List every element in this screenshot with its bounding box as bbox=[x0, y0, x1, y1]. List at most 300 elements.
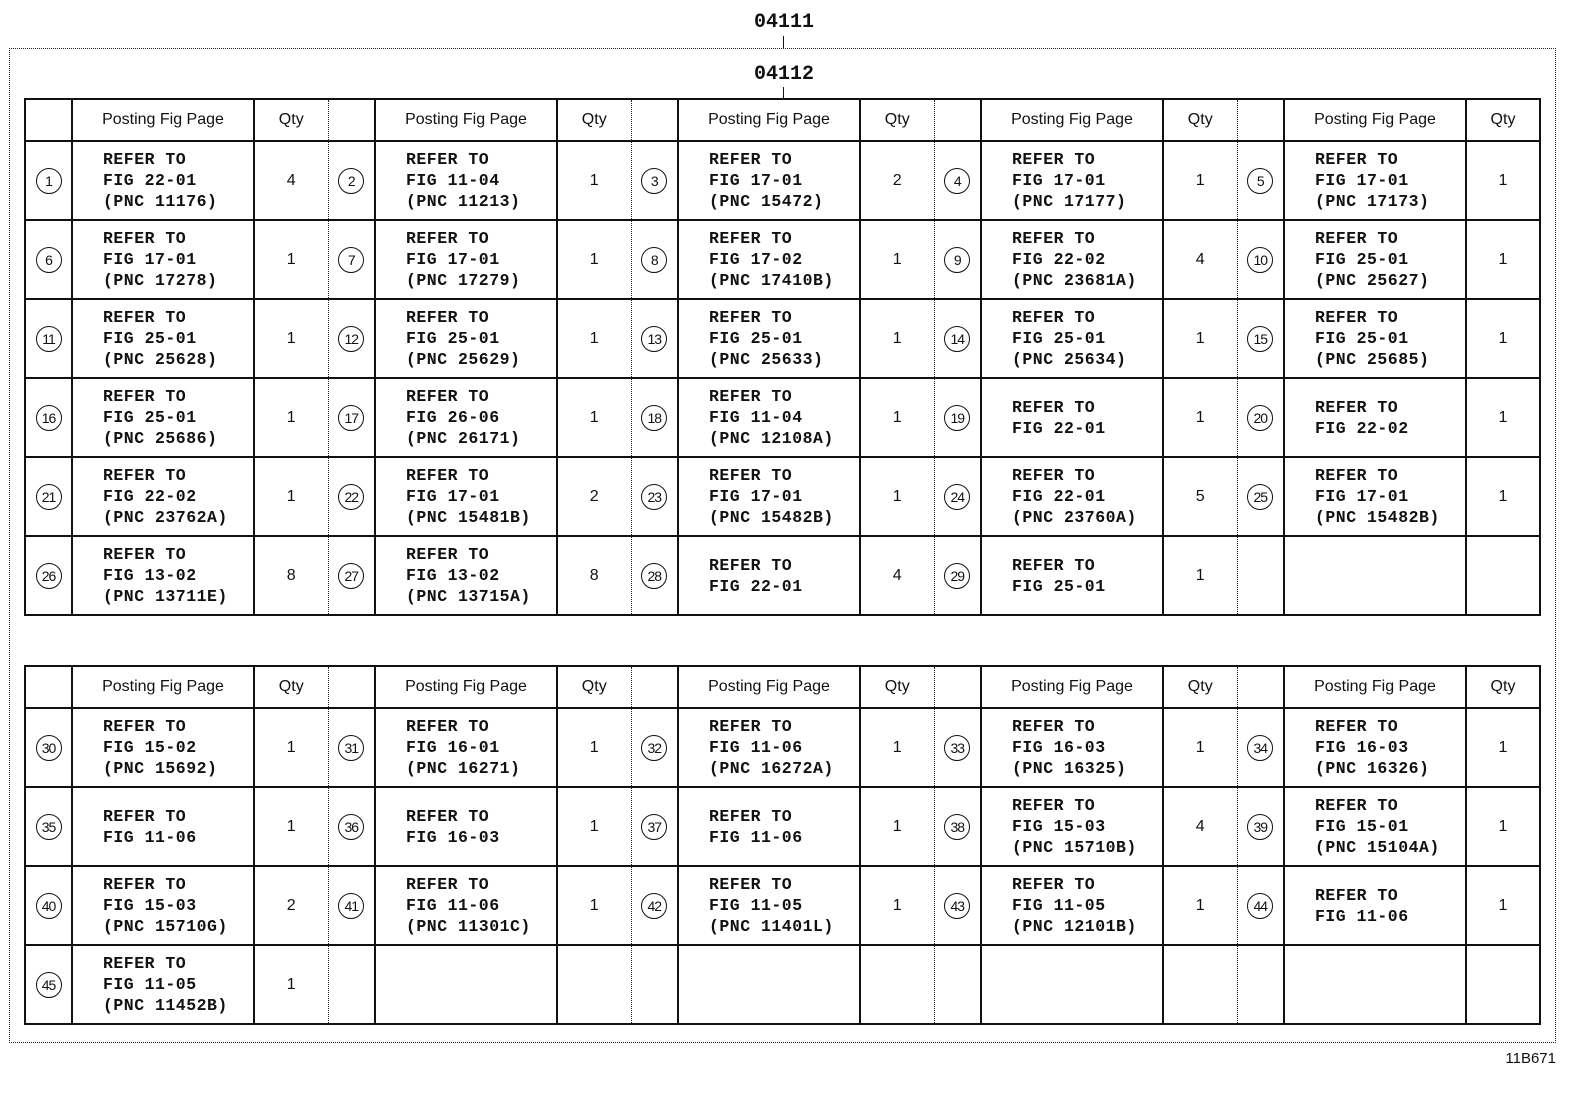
posting-fig: FIG 25-01 bbox=[406, 329, 500, 348]
qty-cell: 1 bbox=[254, 299, 328, 378]
posting-refer: REFER TO bbox=[103, 229, 187, 248]
qty-header: Qty bbox=[1466, 99, 1540, 141]
item-number-badge: 41 bbox=[338, 893, 364, 919]
item-number-cell bbox=[1237, 536, 1284, 615]
posting-pnc: (PNC 11176) bbox=[103, 192, 218, 211]
posting-pnc: (PNC 11452B) bbox=[103, 996, 228, 1015]
posting-cell bbox=[72, 708, 254, 787]
posting-cell bbox=[1284, 457, 1466, 536]
leader-line bbox=[783, 87, 784, 98]
item-number-cell bbox=[1237, 866, 1284, 945]
item-number-badge: 23 bbox=[641, 484, 667, 510]
posting-refer: REFER TO bbox=[709, 717, 793, 736]
posting-fig: FIG 15-03 bbox=[1012, 817, 1106, 836]
posting-fig: FIG 17-01 bbox=[406, 487, 500, 506]
item-number-badge: 27 bbox=[338, 563, 364, 589]
item-number-badge: 8 bbox=[641, 247, 667, 273]
posting-refer: REFER TO bbox=[1315, 466, 1399, 485]
qty-cell: 4 bbox=[1163, 220, 1237, 299]
item-number-badge: 22 bbox=[338, 484, 364, 510]
qty-cell: 1 bbox=[1163, 536, 1237, 615]
parts-table-bottom bbox=[24, 665, 1541, 1025]
posting-fig: FIG 11-06 bbox=[103, 827, 197, 847]
qty-header: Qty bbox=[860, 666, 934, 708]
item-number-badge: 16 bbox=[36, 405, 62, 431]
posting-fig: FIG 25-01 bbox=[709, 329, 803, 348]
item-number-badge: 6 bbox=[36, 247, 62, 273]
posting-cell bbox=[375, 536, 557, 615]
qty-cell: 1 bbox=[557, 299, 631, 378]
item-number-cell bbox=[328, 866, 375, 945]
number-header bbox=[328, 666, 375, 708]
posting-pnc: (PNC 25686) bbox=[103, 429, 218, 448]
posting-fig: FIG 22-02 bbox=[103, 487, 197, 506]
posting-cell bbox=[678, 378, 860, 457]
posting-fig: FIG 11-05 bbox=[1012, 896, 1106, 915]
item-number-cell bbox=[631, 866, 678, 945]
posting-refer: REFER TO bbox=[1315, 397, 1399, 417]
posting-fig: FIG 16-01 bbox=[406, 738, 500, 757]
item-number-cell bbox=[1237, 299, 1284, 378]
posting-refer: REFER TO bbox=[103, 717, 187, 736]
posting-pnc: (PNC 23762A) bbox=[103, 508, 228, 527]
posting-fig: FIG 25-01 bbox=[1012, 329, 1106, 348]
table-row bbox=[25, 299, 1540, 378]
item-number-cell bbox=[25, 787, 72, 866]
item-number-cell bbox=[328, 220, 375, 299]
posting-header: Posting Fig Page bbox=[678, 666, 860, 708]
item-number-cell bbox=[328, 141, 375, 220]
qty-cell: 1 bbox=[860, 299, 934, 378]
qty-cell: 1 bbox=[1466, 299, 1540, 378]
item-number-cell bbox=[934, 866, 981, 945]
posting-pnc: (PNC 23681A) bbox=[1012, 271, 1137, 290]
number-header bbox=[631, 666, 678, 708]
posting-cell bbox=[981, 141, 1163, 220]
posting-cell bbox=[375, 866, 557, 945]
item-number-badge: 5 bbox=[1247, 168, 1273, 194]
posting-cell bbox=[678, 708, 860, 787]
posting-pnc: (PNC 15104A) bbox=[1315, 838, 1440, 857]
qty-cell: 1 bbox=[254, 787, 328, 866]
item-number-cell bbox=[25, 141, 72, 220]
posting-pnc: (PNC 25629) bbox=[406, 350, 521, 369]
posting-pnc: (PNC 16325) bbox=[1012, 759, 1127, 778]
leader-line bbox=[783, 36, 784, 48]
item-number-badge: 15 bbox=[1247, 326, 1273, 352]
posting-refer: REFER TO bbox=[1315, 885, 1399, 905]
item-number-cell bbox=[631, 536, 678, 615]
posting-refer: REFER TO bbox=[1012, 150, 1096, 169]
posting-cell bbox=[1284, 299, 1466, 378]
posting-cell bbox=[678, 141, 860, 220]
table-row bbox=[25, 457, 1540, 536]
qty-header: Qty bbox=[557, 99, 631, 141]
qty-header: Qty bbox=[254, 666, 328, 708]
qty-cell: 1 bbox=[1466, 708, 1540, 787]
posting-pnc: (PNC 11301C) bbox=[406, 917, 531, 936]
posting-pnc: (PNC 25633) bbox=[709, 350, 824, 369]
posting-cell bbox=[72, 866, 254, 945]
qty-cell: 1 bbox=[860, 708, 934, 787]
posting-refer: REFER TO bbox=[1315, 308, 1399, 327]
posting-pnc: (PNC 23760A) bbox=[1012, 508, 1137, 527]
posting-refer: REFER TO bbox=[1012, 555, 1096, 575]
posting-refer: REFER TO bbox=[406, 466, 490, 485]
posting-refer: REFER TO bbox=[709, 387, 793, 406]
item-number-badge: 10 bbox=[1247, 247, 1273, 273]
item-number-cell bbox=[631, 220, 678, 299]
posting-fig: FIG 22-01 bbox=[709, 576, 803, 596]
item-number-badge: 13 bbox=[641, 326, 667, 352]
posting-fig: FIG 17-01 bbox=[1315, 171, 1409, 190]
posting-cell bbox=[72, 378, 254, 457]
posting-refer: REFER TO bbox=[103, 545, 187, 564]
item-number-badge: 45 bbox=[36, 972, 62, 998]
item-number-badge: 40 bbox=[36, 893, 62, 919]
qty-cell: 4 bbox=[254, 141, 328, 220]
posting-refer: REFER TO bbox=[709, 806, 793, 826]
item-number-badge: 18 bbox=[641, 405, 667, 431]
posting-refer: REFER TO bbox=[103, 806, 187, 826]
posting-cell bbox=[1284, 536, 1466, 615]
posting-refer: REFER TO bbox=[406, 229, 490, 248]
item-number-cell bbox=[631, 787, 678, 866]
posting-cell bbox=[1284, 945, 1466, 1024]
posting-cell bbox=[1284, 787, 1466, 866]
posting-refer: REFER TO bbox=[406, 308, 490, 327]
posting-fig: FIG 15-02 bbox=[103, 738, 197, 757]
posting-refer: REFER TO bbox=[1012, 466, 1096, 485]
posting-refer: REFER TO bbox=[1012, 229, 1096, 248]
item-number-badge: 29 bbox=[944, 563, 970, 589]
posting-refer: REFER TO bbox=[1012, 796, 1096, 815]
item-number-badge: 4 bbox=[944, 168, 970, 194]
qty-cell: 1 bbox=[860, 787, 934, 866]
posting-cell bbox=[375, 220, 557, 299]
item-number-badge: 11 bbox=[36, 326, 62, 352]
qty-cell: 2 bbox=[860, 141, 934, 220]
qty-cell: 1 bbox=[1466, 220, 1540, 299]
posting-fig: FIG 22-01 bbox=[1012, 487, 1106, 506]
posting-cell bbox=[981, 299, 1163, 378]
item-number-cell bbox=[25, 457, 72, 536]
posting-pnc: (PNC 17177) bbox=[1012, 192, 1127, 211]
item-number-cell bbox=[25, 220, 72, 299]
posting-header: Posting Fig Page bbox=[375, 99, 557, 141]
posting-cell bbox=[678, 866, 860, 945]
item-number-cell bbox=[934, 708, 981, 787]
number-header bbox=[631, 99, 678, 141]
item-number-cell bbox=[25, 378, 72, 457]
posting-cell bbox=[678, 536, 860, 615]
item-number-cell bbox=[1237, 945, 1284, 1024]
qty-cell: 1 bbox=[557, 220, 631, 299]
posting-fig: FIG 25-01 bbox=[1012, 576, 1106, 596]
table-row bbox=[25, 945, 1540, 1024]
posting-pnc: (PNC 15710B) bbox=[1012, 838, 1137, 857]
posting-refer: REFER TO bbox=[406, 387, 490, 406]
posting-refer: REFER TO bbox=[1012, 397, 1096, 417]
posting-header: Posting Fig Page bbox=[72, 666, 254, 708]
item-number-cell bbox=[934, 141, 981, 220]
posting-pnc: (PNC 17410B) bbox=[709, 271, 834, 290]
item-number-badge: 19 bbox=[944, 405, 970, 431]
qty-cell: 1 bbox=[557, 866, 631, 945]
posting-refer: REFER TO bbox=[103, 308, 187, 327]
qty-cell: 1 bbox=[557, 141, 631, 220]
qty-cell: 2 bbox=[557, 457, 631, 536]
item-number-cell bbox=[1237, 457, 1284, 536]
posting-fig: FIG 25-01 bbox=[103, 408, 197, 427]
posting-pnc: (PNC 15482B) bbox=[709, 508, 834, 527]
posting-header: Posting Fig Page bbox=[375, 666, 557, 708]
posting-refer: REFER TO bbox=[406, 545, 490, 564]
posting-refer: REFER TO bbox=[1315, 150, 1399, 169]
item-number-cell bbox=[631, 378, 678, 457]
posting-fig: FIG 22-02 bbox=[1315, 418, 1409, 438]
qty-cell: 1 bbox=[1466, 866, 1540, 945]
qty-cell: 4 bbox=[860, 536, 934, 615]
number-header bbox=[328, 99, 375, 141]
posting-fig: FIG 11-06 bbox=[709, 827, 803, 847]
number-header bbox=[934, 666, 981, 708]
posting-refer: REFER TO bbox=[406, 150, 490, 169]
posting-refer: REFER TO bbox=[1315, 229, 1399, 248]
posting-pnc: (PNC 13711E) bbox=[103, 587, 228, 606]
posting-refer: REFER TO bbox=[103, 875, 187, 894]
posting-pnc: (PNC 15472) bbox=[709, 192, 824, 211]
posting-fig: FIG 16-03 bbox=[1012, 738, 1106, 757]
item-number-cell bbox=[631, 945, 678, 1024]
posting-cell bbox=[72, 457, 254, 536]
posting-cell bbox=[678, 945, 860, 1024]
item-number-badge: 20 bbox=[1247, 405, 1273, 431]
qty-cell: 1 bbox=[1163, 141, 1237, 220]
item-number-badge: 14 bbox=[944, 326, 970, 352]
parts-table-top bbox=[24, 98, 1541, 616]
posting-header: Posting Fig Page bbox=[678, 99, 860, 141]
posting-cell bbox=[72, 787, 254, 866]
item-number-badge: 44 bbox=[1247, 893, 1273, 919]
posting-fig: FIG 17-01 bbox=[103, 250, 197, 269]
posting-refer: REFER TO bbox=[1012, 717, 1096, 736]
posting-cell bbox=[981, 378, 1163, 457]
table-row bbox=[25, 787, 1540, 866]
posting-pnc: (PNC 13715A) bbox=[406, 587, 531, 606]
posting-refer: REFER TO bbox=[1315, 717, 1399, 736]
item-number-cell bbox=[1237, 708, 1284, 787]
item-number-badge: 9 bbox=[944, 247, 970, 273]
qty-cell: 1 bbox=[1466, 787, 1540, 866]
posting-fig: FIG 17-01 bbox=[1012, 171, 1106, 190]
item-number-cell bbox=[1237, 787, 1284, 866]
item-number-badge: 2 bbox=[338, 168, 364, 194]
qty-cell: 1 bbox=[860, 220, 934, 299]
posting-fig: FIG 22-01 bbox=[103, 171, 197, 190]
posting-fig: FIG 11-04 bbox=[709, 408, 803, 427]
qty-cell: 1 bbox=[860, 378, 934, 457]
posting-header: Posting Fig Page bbox=[981, 99, 1163, 141]
item-number-badge: 12 bbox=[338, 326, 364, 352]
posting-refer: REFER TO bbox=[709, 555, 793, 575]
item-number-badge: 39 bbox=[1247, 814, 1273, 840]
posting-pnc: (PNC 16326) bbox=[1315, 759, 1430, 778]
posting-cell bbox=[375, 945, 557, 1024]
posting-fig: FIG 16-03 bbox=[1315, 738, 1409, 757]
table-row bbox=[25, 220, 1540, 299]
item-number-badge: 38 bbox=[944, 814, 970, 840]
item-number-cell bbox=[328, 708, 375, 787]
posting-cell bbox=[1284, 141, 1466, 220]
item-number-cell bbox=[934, 945, 981, 1024]
item-number-badge: 43 bbox=[944, 893, 970, 919]
table-row bbox=[25, 866, 1540, 945]
qty-header: Qty bbox=[1466, 666, 1540, 708]
item-number-badge: 37 bbox=[641, 814, 667, 840]
item-number-cell bbox=[934, 220, 981, 299]
outer-group-label: 04111 bbox=[753, 11, 815, 34]
drawing-code: 11B671 bbox=[1505, 1050, 1556, 1067]
qty-cell: 1 bbox=[557, 708, 631, 787]
posting-refer: REFER TO bbox=[1315, 796, 1399, 815]
posting-header: Posting Fig Page bbox=[1284, 99, 1466, 141]
posting-fig: FIG 11-04 bbox=[406, 171, 500, 190]
posting-fig: FIG 22-02 bbox=[1012, 250, 1106, 269]
qty-cell bbox=[860, 945, 934, 1024]
item-number-badge: 32 bbox=[641, 735, 667, 761]
posting-pnc: (PNC 25628) bbox=[103, 350, 218, 369]
qty-cell: 1 bbox=[254, 378, 328, 457]
qty-header: Qty bbox=[557, 666, 631, 708]
item-number-badge: 30 bbox=[36, 735, 62, 761]
posting-cell bbox=[678, 299, 860, 378]
qty-cell: 1 bbox=[1163, 708, 1237, 787]
qty-cell bbox=[557, 945, 631, 1024]
posting-refer: REFER TO bbox=[709, 466, 793, 485]
posting-pnc: (PNC 11213) bbox=[406, 192, 521, 211]
posting-fig: FIG 25-01 bbox=[1315, 329, 1409, 348]
posting-fig: FIG 15-03 bbox=[103, 896, 197, 915]
posting-cell bbox=[375, 299, 557, 378]
number-header bbox=[1237, 99, 1284, 141]
item-number-badge: 26 bbox=[36, 563, 62, 589]
number-header bbox=[934, 99, 981, 141]
item-number-badge: 1 bbox=[36, 168, 62, 194]
posting-refer: REFER TO bbox=[103, 954, 187, 973]
qty-cell: 2 bbox=[254, 866, 328, 945]
qty-cell bbox=[1466, 536, 1540, 615]
item-number-badge: 7 bbox=[338, 247, 364, 273]
posting-cell bbox=[72, 141, 254, 220]
posting-header: Posting Fig Page bbox=[72, 99, 254, 141]
qty-cell bbox=[1466, 945, 1540, 1024]
item-number-cell bbox=[25, 536, 72, 615]
posting-pnc: (PNC 12108A) bbox=[709, 429, 834, 448]
qty-cell: 1 bbox=[1163, 378, 1237, 457]
posting-cell bbox=[375, 708, 557, 787]
posting-refer: REFER TO bbox=[103, 466, 187, 485]
qty-cell: 8 bbox=[254, 536, 328, 615]
posting-cell bbox=[375, 457, 557, 536]
posting-cell bbox=[72, 299, 254, 378]
qty-cell: 1 bbox=[254, 457, 328, 536]
posting-fig: FIG 16-03 bbox=[406, 827, 500, 847]
item-number-cell bbox=[25, 945, 72, 1024]
item-number-badge: 42 bbox=[641, 893, 667, 919]
qty-cell: 1 bbox=[557, 378, 631, 457]
item-number-cell bbox=[328, 536, 375, 615]
posting-fig: FIG 11-06 bbox=[1315, 906, 1409, 926]
inner-group-label: 04112 bbox=[753, 63, 815, 86]
posting-cell bbox=[981, 787, 1163, 866]
posting-fig: FIG 17-01 bbox=[709, 171, 803, 190]
item-number-badge: 3 bbox=[641, 168, 667, 194]
item-number-cell bbox=[328, 299, 375, 378]
posting-fig: FIG 11-05 bbox=[709, 896, 803, 915]
item-number-cell bbox=[328, 378, 375, 457]
posting-fig: FIG 13-02 bbox=[103, 566, 197, 585]
item-number-badge: 17 bbox=[338, 405, 364, 431]
number-header bbox=[25, 666, 72, 708]
posting-cell bbox=[981, 536, 1163, 615]
posting-cell bbox=[375, 378, 557, 457]
posting-pnc: (PNC 11401L) bbox=[709, 917, 834, 936]
item-number-cell bbox=[1237, 378, 1284, 457]
qty-cell: 8 bbox=[557, 536, 631, 615]
table-row bbox=[25, 141, 1540, 220]
posting-header: Posting Fig Page bbox=[1284, 666, 1466, 708]
item-number-cell bbox=[328, 457, 375, 536]
table-row bbox=[25, 378, 1540, 457]
item-number-cell bbox=[1237, 220, 1284, 299]
qty-header: Qty bbox=[860, 99, 934, 141]
item-number-cell bbox=[934, 378, 981, 457]
table-row bbox=[25, 708, 1540, 787]
posting-cell bbox=[678, 220, 860, 299]
posting-pnc: (PNC 17279) bbox=[406, 271, 521, 290]
header-row bbox=[25, 666, 1540, 708]
posting-fig: FIG 13-02 bbox=[406, 566, 500, 585]
posting-fig: FIG 11-05 bbox=[103, 975, 197, 994]
posting-pnc: (PNC 16271) bbox=[406, 759, 521, 778]
posting-fig: FIG 22-01 bbox=[1012, 418, 1106, 438]
posting-cell bbox=[1284, 378, 1466, 457]
posting-fig: FIG 17-01 bbox=[1315, 487, 1409, 506]
posting-cell bbox=[678, 457, 860, 536]
item-number-cell bbox=[328, 787, 375, 866]
posting-cell bbox=[678, 787, 860, 866]
qty-cell: 1 bbox=[254, 945, 328, 1024]
item-number-cell bbox=[25, 299, 72, 378]
posting-pnc: (PNC 15482B) bbox=[1315, 508, 1440, 527]
posting-pnc: (PNC 17173) bbox=[1315, 192, 1430, 211]
posting-cell bbox=[981, 220, 1163, 299]
posting-fig: FIG 26-06 bbox=[406, 408, 500, 427]
posting-fig: FIG 17-02 bbox=[709, 250, 803, 269]
item-number-cell bbox=[25, 708, 72, 787]
posting-refer: REFER TO bbox=[406, 806, 490, 826]
item-number-cell bbox=[934, 536, 981, 615]
posting-cell bbox=[375, 787, 557, 866]
posting-pnc: (PNC 15481B) bbox=[406, 508, 531, 527]
item-number-badge: 28 bbox=[641, 563, 667, 589]
qty-cell: 1 bbox=[1466, 457, 1540, 536]
qty-cell: 1 bbox=[860, 457, 934, 536]
qty-cell: 1 bbox=[1466, 378, 1540, 457]
qty-cell: 1 bbox=[254, 220, 328, 299]
posting-pnc: (PNC 25634) bbox=[1012, 350, 1127, 369]
